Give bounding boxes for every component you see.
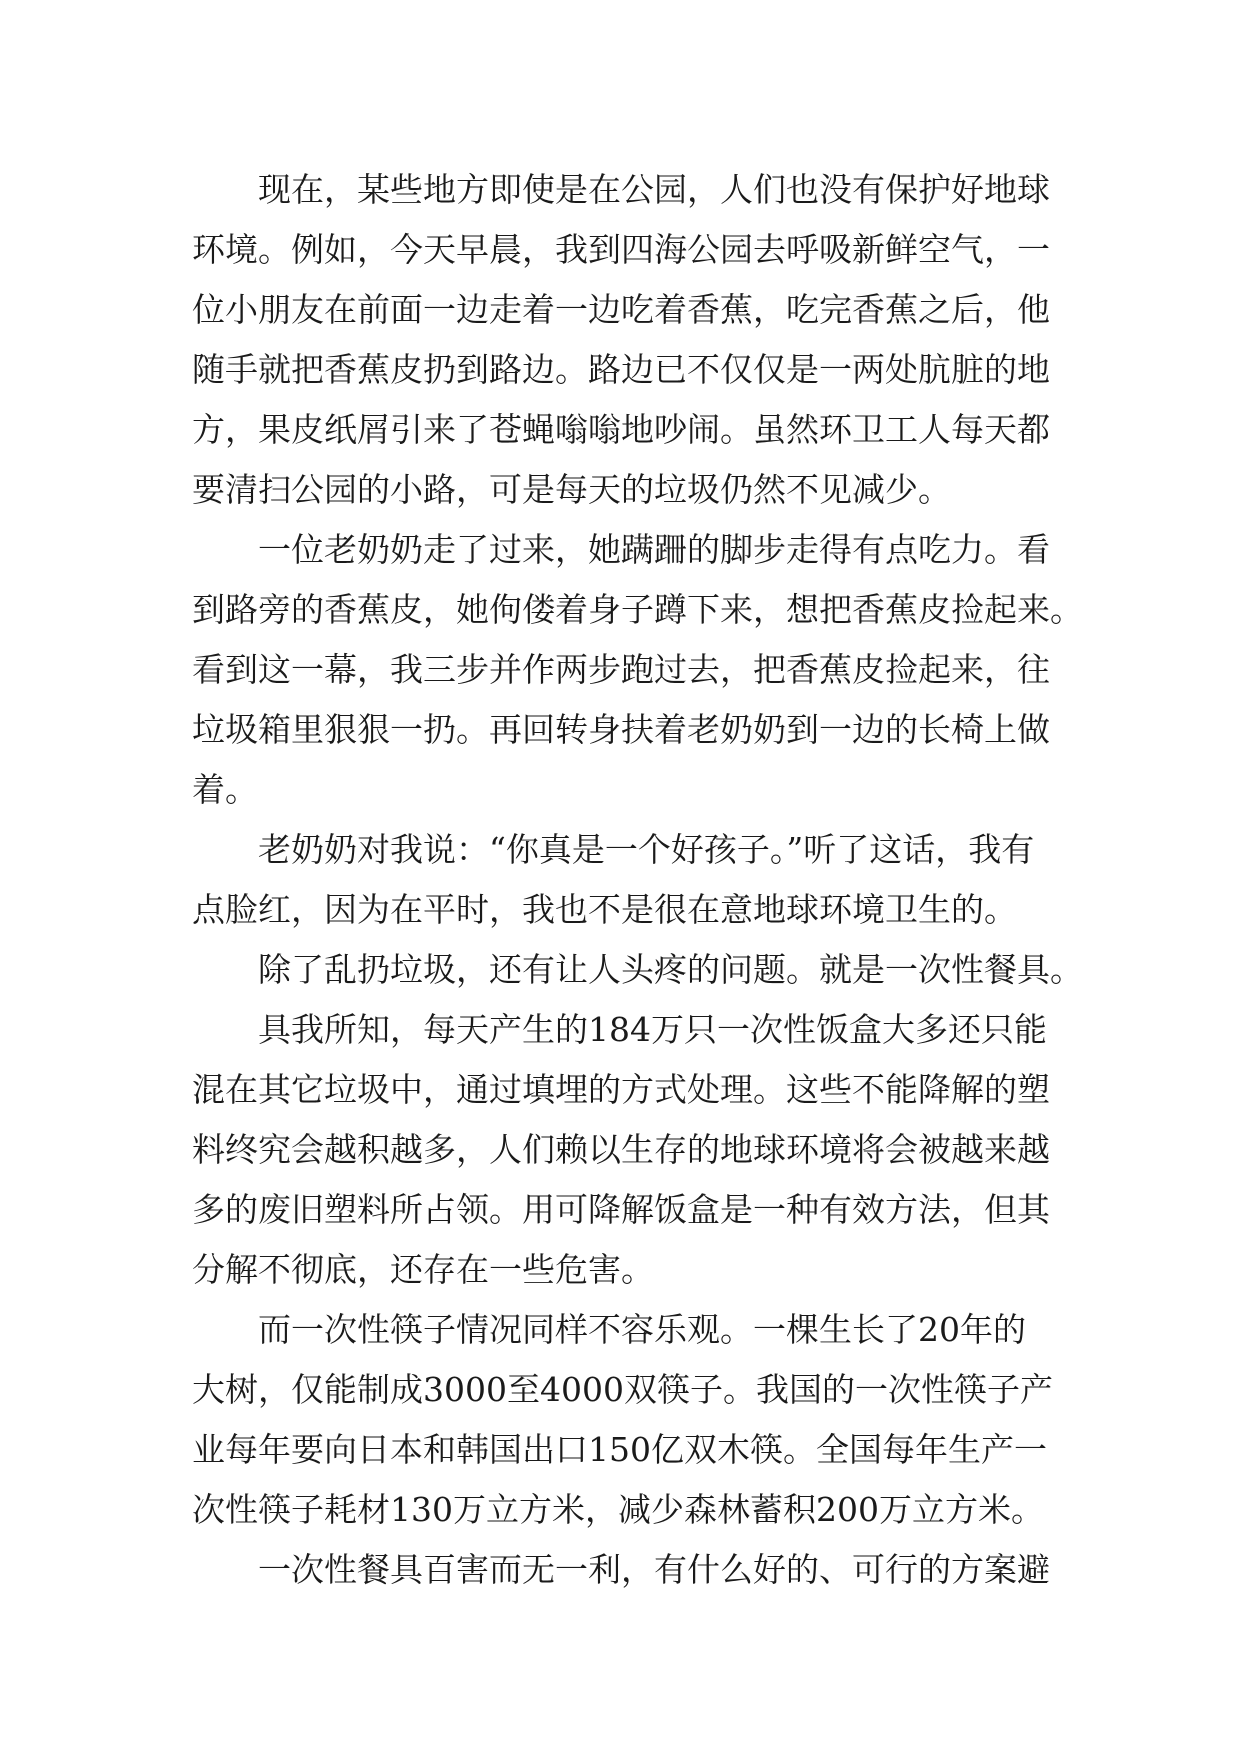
text-line: 混在其它垃圾中，通过填埋的方式处理。这些不能降解的塑 <box>192 1070 1050 1109</box>
text-line: 一位老奶奶走了过来，她蹒跚的脚步走得有点吃力。看 <box>258 530 1050 569</box>
document-body <box>192 160 1083 1600</box>
text-line: 除了乱扔垃圾，还有让人头疼的问题。就是一次性餐具。 <box>258 950 1083 989</box>
text-line: 随手就把香蕉皮扔到路边。路边已不仅仅是一两处肮脏的地 <box>192 350 1050 389</box>
text-line: 分解不彻底，还存在一些危害。 <box>192 1250 654 1289</box>
text-line: 具我所知，每天产生的184万只一次性饭盒大多还只能 <box>258 1010 1047 1049</box>
text-line: 老奶奶对我说：“你真是一个好孩子。”听了这话，我有 <box>258 830 1035 869</box>
text-line: 现在，某些地方即使是在公园，人们也没有保护好地球 <box>258 170 1050 209</box>
text-line: 位小朋友在前面一边走着一边吃着香蕉，吃完香蕉之后，他 <box>192 290 1050 329</box>
text-line: 料终究会越积越多，人们赖以生存的地球环境将会被越来越 <box>192 1130 1050 1169</box>
text-line: 环境。例如，今天早晨，我到四海公园去呼吸新鲜空气，一 <box>192 230 1050 269</box>
text-line: 看到这一幕，我三步并作两步跑过去，把香蕉皮捡起来，往 <box>192 650 1050 689</box>
text-line: 而一次性筷子情况同样不容乐观。一棵生长了20年的 <box>258 1310 1026 1349</box>
text-line: 一次性餐具百害而无一利，有什么好的、可行的方案避 <box>258 1550 1050 1589</box>
text-line: 次性筷子耗材130万立方米，减少森林蓄积200万立方米。 <box>192 1490 1044 1529</box>
text-line: 方，果皮纸屑引来了苍蝇嗡嗡地吵闹。虽然环卫工人每天都 <box>192 410 1050 449</box>
text-line: 垃圾箱里狠狠一扔。再回转身扶着老奶奶到一边的长椅上做 <box>192 710 1050 749</box>
text-line: 多的废旧塑料所占领。用可降解饭盒是一种有效方法，但其 <box>192 1190 1050 1229</box>
text-line: 要清扫公园的小路，可是每天的垃圾仍然不见减少。 <box>192 470 951 509</box>
text-line: 点脸红，因为在平时，我也不是很在意地球环境卫生的。 <box>192 890 1017 929</box>
text-line: 业每年要向日本和韩国出口150亿双木筷。全国每年生产一 <box>192 1430 1047 1469</box>
text-line: 到路旁的香蕉皮，她佝偻着身子蹲下来，想把香蕉皮捡起来。 <box>192 590 1083 629</box>
text-line: 着。 <box>192 770 258 809</box>
text-line: 大树，仅能制成3000至4000双筷子。我国的一次性筷子产 <box>192 1370 1053 1409</box>
